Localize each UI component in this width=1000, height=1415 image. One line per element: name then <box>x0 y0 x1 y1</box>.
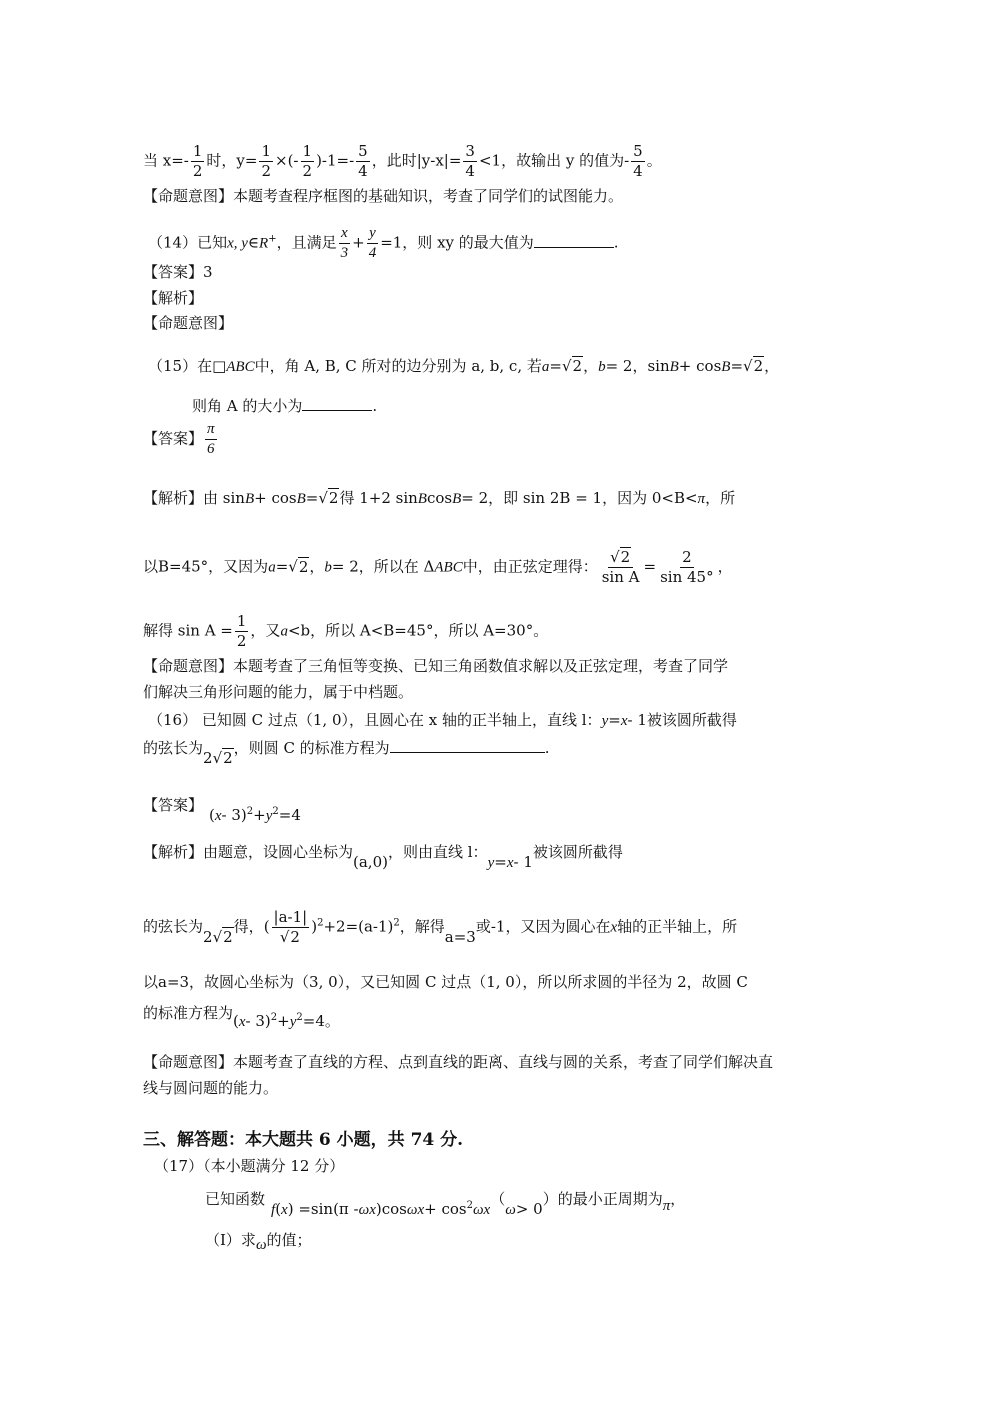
text: （Ⅰ）求 <box>205 1231 256 1249</box>
denominator: 4 <box>368 245 377 261</box>
var: ωx <box>406 1202 425 1218</box>
text: 的弦长为 <box>143 739 204 757</box>
text: = <box>549 357 562 375</box>
denominator: 2 <box>192 162 203 180</box>
text: ( <box>233 1012 239 1030</box>
equation <box>233 1012 340 1030</box>
text: + <box>277 1012 290 1030</box>
var: ωx <box>358 1202 376 1218</box>
intent-13: 【命题意图】本题考查程序框图的基础知识，考查了同学们的试图能力。 <box>143 187 624 205</box>
text: > 0 <box>515 1200 543 1218</box>
text: 【答案】 <box>143 429 204 448</box>
equation <box>209 806 301 824</box>
text: + cos <box>678 357 722 375</box>
text: （15）在□ <box>148 357 227 375</box>
text: ，此时|y-x|= <box>371 151 462 170</box>
text: 中，角 A, B, C 所对的边分别为 a, b, c, 若 <box>254 357 542 375</box>
analysis-16-line3: 以a=3，故圆心坐标为（3, 0），又已知圆 C 过点（1, 0），所以所求圆的半径为 2，故圆 C <box>143 973 748 991</box>
text: - 3) <box>221 806 247 824</box>
text: ， <box>764 357 780 375</box>
numerator: 5 <box>358 142 368 160</box>
numerator: π <box>205 420 217 440</box>
var: x <box>214 808 222 824</box>
text: （14）已知 <box>148 233 228 252</box>
text: 。 <box>324 1012 340 1030</box>
text: 当 x=- <box>143 151 189 170</box>
question-17-part1 <box>205 1230 312 1251</box>
analysis-15-line2: 以B=45°，又因为a=√2，b= 2，所以在 ΔABC中，由正弦定理得： $\frac{√2}{\text{sin A}}$ = $\frac{2}{\sin 45^\circ}$ ， <box>143 548 733 586</box>
numerator: y <box>367 224 378 244</box>
text: a=3 <box>444 927 476 946</box>
text: ×(- <box>275 151 299 170</box>
radicand: 2 <box>298 557 309 576</box>
text: + cos <box>424 1200 467 1218</box>
var: y <box>289 1014 297 1030</box>
text: ， <box>583 357 599 375</box>
analysis-15-line3 <box>143 612 548 651</box>
var: b <box>324 559 332 576</box>
fraction <box>367 224 379 263</box>
var: y <box>487 855 495 871</box>
text: 【答案】 <box>143 796 204 814</box>
text: + cos <box>254 489 297 507</box>
sup: 2 <box>270 1012 278 1023</box>
radicand: 2 <box>620 548 631 566</box>
text: cos <box>426 489 453 507</box>
var: π <box>662 1198 671 1214</box>
var: x <box>238 1014 246 1030</box>
var: x <box>620 713 628 729</box>
chord-length: 2√2 <box>203 749 233 767</box>
var: x, y <box>227 235 248 252</box>
radicand: 2 <box>572 357 583 375</box>
text: ， <box>670 1190 686 1208</box>
text: +2=(a-1) <box>323 917 394 936</box>
denominator: 6 <box>207 441 215 457</box>
text: . <box>372 397 378 415</box>
sqrt <box>328 488 340 508</box>
text: ∈ <box>247 233 260 252</box>
analysis-16-line1 <box>143 842 623 871</box>
text: <b，所以 A<B=45°，所以 A=30°。 <box>287 621 549 640</box>
var: R <box>259 235 269 252</box>
text: 。 <box>646 151 662 170</box>
numerator: |a-1| <box>273 908 308 926</box>
text: =4 <box>302 1012 325 1030</box>
section-3-heading: 三、解答题：本大题共 6 小题，共 74 分. <box>143 1130 464 1150</box>
text: （16） 已知圆 C 过点（1, 0），且圆心在 x 轴的正半轴上，直线 l： <box>148 711 602 729</box>
text: ，又 <box>250 621 281 640</box>
sup: 2 <box>466 1200 473 1211</box>
fraction <box>235 612 249 651</box>
fraction <box>463 142 477 181</box>
sup: 2 <box>272 806 279 817</box>
question-16-line2 <box>143 738 550 767</box>
text: ，则圆 C 的标准方程为 <box>233 739 390 757</box>
analysis-14: 【解析】 <box>143 289 204 307</box>
var: ω <box>255 1237 267 1253</box>
fraction <box>272 908 310 947</box>
text: )cos <box>375 1200 407 1218</box>
numerator: 5 <box>633 142 643 160</box>
numerator: 1 <box>192 142 203 160</box>
var: a <box>541 359 550 375</box>
intent-16-line2: 线与圆问题的能力。 <box>143 1079 279 1097</box>
intent-15-line2: 们解决三角形问题的能力，属于中档题。 <box>143 683 414 701</box>
answer-blank <box>534 233 614 248</box>
text: ，且满足 <box>276 233 337 252</box>
text: = <box>494 853 507 871</box>
analysis-16-line4 <box>143 1000 340 1030</box>
denominator: 3 <box>340 245 349 261</box>
text: . <box>613 233 619 252</box>
text: = <box>275 557 289 576</box>
numerator: 1 <box>302 142 313 160</box>
var: B <box>244 491 255 507</box>
text: ) =sin(π - <box>287 1200 359 1218</box>
text: 被该圆所截得 <box>646 711 737 729</box>
text: ) <box>311 917 318 936</box>
fraction <box>356 142 370 181</box>
text: 【解析】由题意，设圆心坐标为 <box>143 843 354 861</box>
answer-14: 【答案】3 <box>143 263 213 281</box>
var: B <box>669 359 679 375</box>
radicand: 2 <box>753 357 764 375</box>
fraction <box>259 142 273 181</box>
analysis-16-line2 <box>143 908 737 947</box>
sup: 2 <box>393 917 400 929</box>
var: B <box>452 491 462 507</box>
answer-blank <box>390 738 545 753</box>
text: - 1 <box>627 711 647 729</box>
text: ，则由直线 l： <box>387 843 488 861</box>
var: y <box>601 713 609 729</box>
denominator: sin A <box>601 568 640 586</box>
text: 的标准方程为 <box>143 1004 234 1022</box>
chord-length: 2√2 <box>203 927 233 946</box>
numerator: 1 <box>236 612 247 630</box>
fraction <box>191 142 205 181</box>
fraction <box>658 548 716 587</box>
text: = <box>730 357 744 375</box>
text: = <box>305 489 319 507</box>
text: =1，则 xy 的最大值为 <box>380 233 534 252</box>
radicand: 2 <box>223 749 233 767</box>
text: - 3) <box>245 1012 271 1030</box>
var: x <box>506 855 514 871</box>
question-15-line2 <box>192 396 377 416</box>
omega-condition <box>505 1200 542 1218</box>
denominator: √2 <box>279 928 300 946</box>
text: 的值； <box>266 1231 312 1249</box>
var: ABC <box>226 359 255 375</box>
text: + <box>253 806 266 824</box>
denominator: 2 <box>236 632 247 650</box>
text: ， <box>717 557 733 576</box>
text: 【解析】由 sin <box>143 489 245 507</box>
answer-blank <box>302 396 372 411</box>
var: ωx <box>472 1202 491 1218</box>
text: ( <box>275 1200 282 1218</box>
var: B <box>417 491 427 507</box>
var: a <box>268 559 276 576</box>
numerator: √2 <box>608 548 633 568</box>
text: 得 1+2 sin <box>339 489 418 507</box>
text: 时，y= <box>206 151 258 170</box>
text: 则角 A 的大小为 <box>192 397 303 415</box>
analysis-15-line1: 【解析】由 sinB+ cosB=√2得 1+2 sinBcosB= 2，即 sin 2B = 1，因为 0<B<π，所 <box>143 489 736 507</box>
text: = 2，sin <box>605 357 670 375</box>
sqrt <box>572 356 584 376</box>
text: ，所 <box>705 489 736 507</box>
text: 2 <box>203 927 213 946</box>
text: 的弦长为 <box>143 917 204 936</box>
var: f <box>271 1202 276 1218</box>
denominator: 4 <box>358 162 368 180</box>
var: B <box>296 491 306 507</box>
text: ，解得 <box>399 917 445 936</box>
question-17-statement <box>205 1186 686 1218</box>
sqrt <box>298 557 310 577</box>
fraction <box>205 420 217 459</box>
text: = 2，所以在 Δ <box>331 557 435 576</box>
text: + <box>352 233 365 252</box>
text: 得， <box>233 917 264 936</box>
question-14 <box>148 224 619 263</box>
text: - 1 <box>513 853 533 871</box>
fraction <box>600 548 642 587</box>
text: 被该圆所截得 <box>532 843 623 861</box>
var: x <box>610 919 618 936</box>
answer-16 <box>143 792 301 824</box>
text: = <box>643 557 657 576</box>
fraction <box>339 224 351 263</box>
text: 2 <box>203 749 213 767</box>
var: ω <box>505 1202 516 1218</box>
sup: 2 <box>246 806 254 817</box>
numerator: 3 <box>465 142 475 160</box>
denominator: 2 <box>261 162 272 180</box>
text: = <box>608 711 621 729</box>
var: a <box>280 623 288 640</box>
text: )-1=- <box>316 151 355 170</box>
text: ， <box>309 557 325 576</box>
text: （ <box>490 1190 506 1208</box>
text: 中，由正弦定理得： <box>462 557 598 576</box>
answer-15 <box>143 420 219 459</box>
line-eq <box>488 853 533 871</box>
var: x <box>281 1202 288 1218</box>
question-16 <box>148 710 737 731</box>
fraction <box>301 142 315 181</box>
denominator: sin 45° <box>660 568 714 586</box>
denominator: 2 <box>302 162 313 180</box>
sup: + <box>268 233 277 245</box>
intent-14: 【命题意图】 <box>143 314 234 332</box>
question-17-header: （17）（本小题满分 12 分） <box>154 1157 345 1175</box>
radicand: 2 <box>328 489 339 507</box>
fraction <box>631 142 645 181</box>
numerator: x <box>339 224 350 244</box>
numerator: 1 <box>261 142 272 160</box>
text: = 2，即 sin 2B = 1，因为 0<B< <box>461 489 698 507</box>
text: 轴的正半轴上，所 <box>617 917 738 936</box>
var: π <box>697 491 706 507</box>
sup: 2 <box>317 917 324 929</box>
text: 以B=45°，又因为 <box>143 557 269 576</box>
text: ( <box>209 806 215 824</box>
denominator: 4 <box>633 162 643 180</box>
var: b <box>598 359 606 375</box>
radicand: 2 <box>290 928 300 946</box>
var: ABC <box>434 559 463 576</box>
text: 或-1，又因为圆心在 <box>475 917 611 936</box>
answer-13-line <box>143 142 662 181</box>
intent-16-line1: 【命题意图】本题考查了直线的方程、点到直线的距离、直线与圆的关系，考查了同学们解决直 <box>143 1053 774 1071</box>
sqrt <box>753 356 765 376</box>
var: y <box>265 808 273 824</box>
question-15: （15）在□ABC中，角 A, B, C 所对的边分别为 a, b, c, 若a=√2，b= 2，sinB+ cosB=√2， <box>148 357 780 375</box>
var: B <box>721 359 731 375</box>
text: 已知函数 <box>205 1190 266 1208</box>
text: <1，故输出 y 的值为- <box>478 151 630 170</box>
denominator: 4 <box>465 162 475 180</box>
numerator: 2 <box>682 548 692 566</box>
text: ）的最小正周期为 <box>542 1190 663 1208</box>
text: =4 <box>278 806 301 824</box>
text: (a,0) <box>353 853 388 871</box>
sup: 2 <box>296 1012 303 1023</box>
text: ( <box>263 917 270 936</box>
text: 解得 sin A = <box>143 621 233 640</box>
text: . <box>544 739 550 757</box>
function-expr <box>271 1200 490 1218</box>
intent-15-line1: 【命题意图】本题考查了三角恒等变换、已知三角函数值求解以及正弦定理，考查了同学 <box>143 657 729 675</box>
radicand: 2 <box>223 927 233 946</box>
